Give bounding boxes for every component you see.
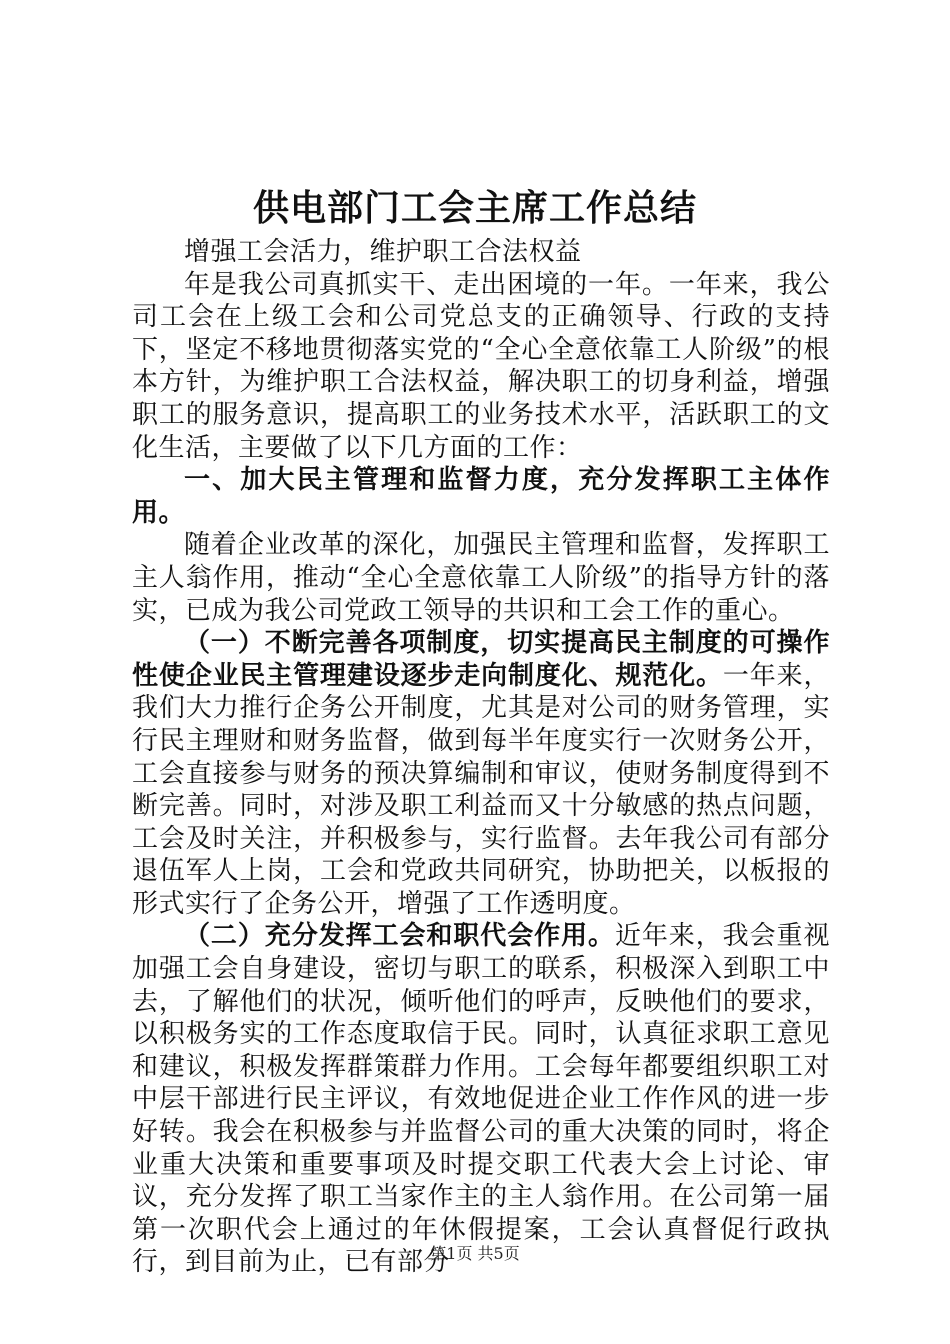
subsection-1-heading: （一）不断完善各项制度，切实提高民主制度的可操作性使企业民主管理建设逐步走向制度化、规范化。 (132, 628, 830, 691)
intro-paragraph: 年是我公司真抓实干、走出困境的一年。一年来，我公司工会在上级工会和公司党总支的正确领导、行政的支持下，坚定不移地贯彻落实党的“全心全意依靠工人阶级”的根本方针，为维护职工合法权益，解决职工的切身利益，增强职工的服务意识，提高职工的业务技术水平，活跃职工的文化生活，主要做了以下几方面的工作： (132, 269, 830, 463)
subsection-2-paragraph (132, 920, 830, 1279)
subsection-1-body: 一年来，我们大力推行企务公开制度，尤其是对公司的财务管理，实行民主理财和财务监督，做到每半年度实行一次财务公开，工会直接参与财务的预决算编制和审议，使财务制度得到不断完善。同时，对涉及职工利益而又十分敏感的热点问题，工会及时关注，并积极参与，实行监督。去年我公司有部分退伍军人上岗，工会和党政共同研究，协助把关，以板报的形式实行了企务公开，增强了工作透明度。 (132, 660, 830, 919)
subsection-1-paragraph (132, 627, 830, 920)
section-1-paragraph: 随着企业改革的深化，加强民主管理和监督，发挥职工主人翁作用，推动“全心全意依靠工人阶级”的指导方针的落实，已成为我公司党政工领导的共识和工会工作的重心。 (132, 530, 830, 626)
section-heading-1: 一、加大民主管理和监督力度，充分发挥职工主体作用。 (132, 465, 830, 528)
subsection-2-heading: （二）充分发挥工会和职代会作用。 (184, 921, 615, 952)
subtitle-paragraph: 增强工会活力，维护职工合法权益 (184, 237, 582, 267)
page-footer: 第1页 共5页 (430, 1244, 520, 1263)
document-title: 供电部门工会主席工作总结 (252, 188, 697, 229)
document-body (132, 236, 830, 1279)
subsection-2-body: 近年来，我会重视加强工会自身建设，密切与职工的联系，积极深入到职工中去，了解他们的状况，倾听他们的呼声，反映他们的要求，以积极务实的工作态度取信于民。同时，认真征求职工意见和建议，积极发挥群策群力作用。工会每年都要组织职工对中层干部进行民主评议，有效地促进企业工作作风的进一步好转。我会在积极参与并监督公司的重大决策的同时，将企业重大决策和重要事项及时提交职工代表大会上讨论、审议，充分发挥了职工当家作主的主人翁作用。在公司第一届第一次职代会上通过的年休假提案，工会认真督促行政执行，到目前为止，已有部分 (132, 921, 830, 1278)
